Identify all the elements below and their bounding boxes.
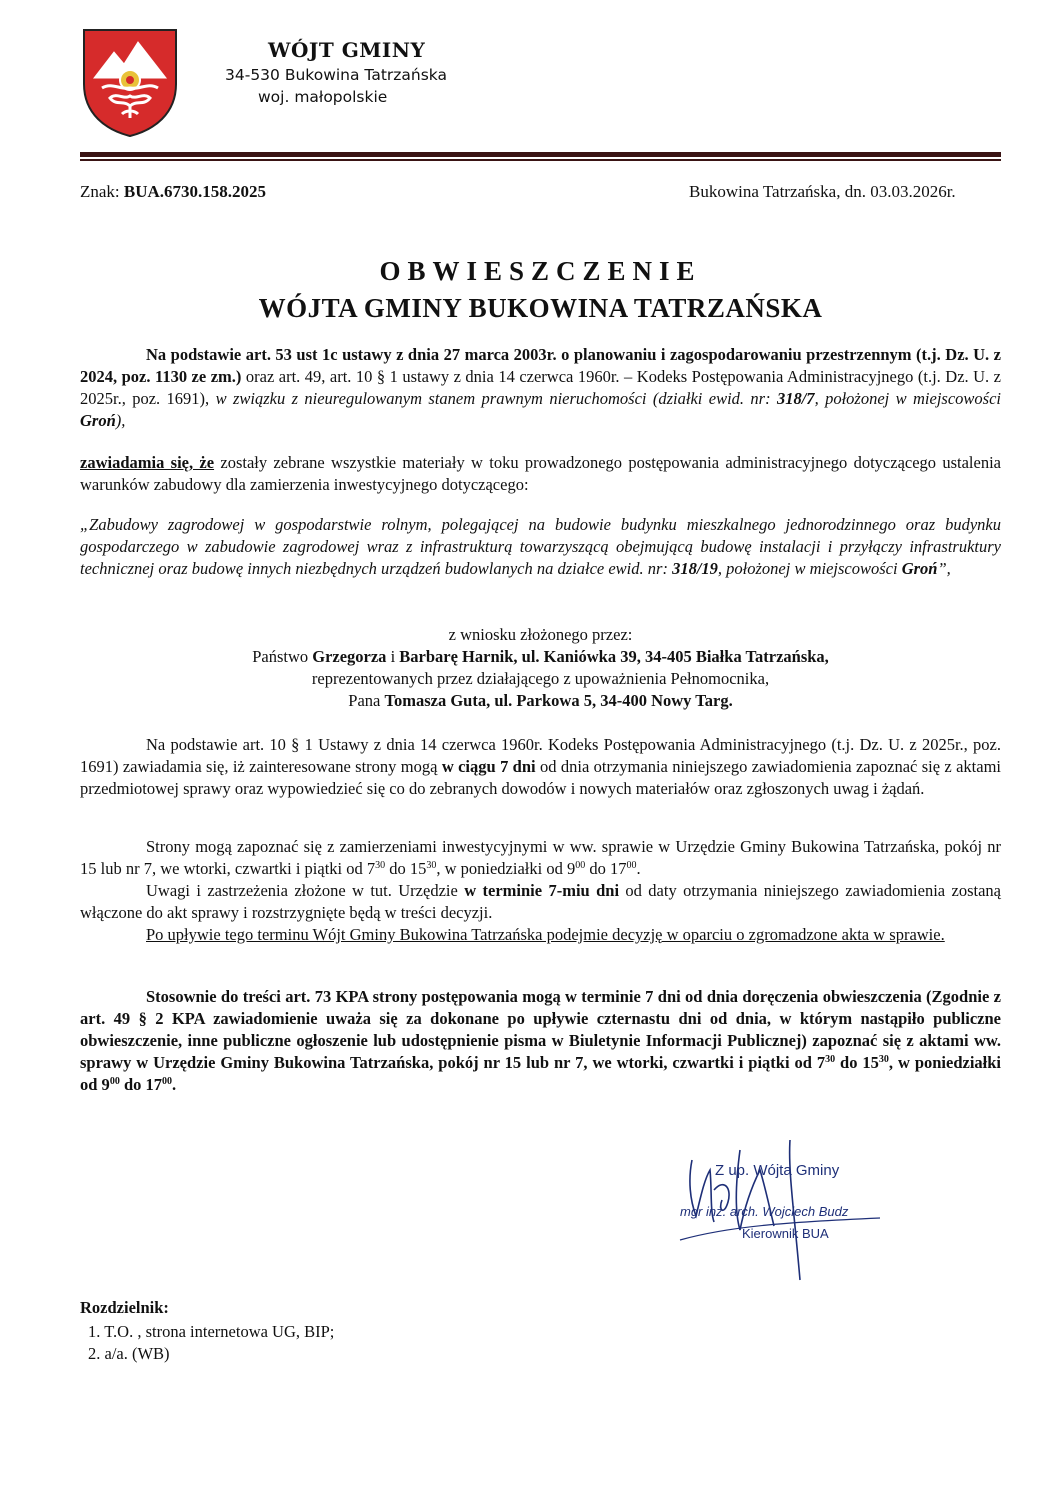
- project-end: ”,: [937, 559, 951, 578]
- time-sup: 00: [575, 860, 586, 871]
- office-title: WÓJT GMINY: [268, 38, 426, 62]
- coat-of-arms-icon: [80, 26, 180, 138]
- office-region: woj. małopolskie: [258, 88, 388, 106]
- after-deadline-paragraph: Po upływie tego terminu Wójt Gminy Bukowina Tatrzańska podejmie decyzję w oparciu o zgromadzone akta w sprawie.: [146, 925, 945, 944]
- distribution-item: 1. T.O. , strona internetowa UG, BIP;: [88, 1322, 335, 1341]
- project-parcel: 318/19: [672, 559, 718, 578]
- remarks-text-a: Uwagi i zastrzeżenia złożone w tut. Urzędzie: [146, 881, 465, 900]
- remarks-paragraph: [80, 880, 1001, 924]
- project-description: [80, 514, 1001, 580]
- signature-line-3: Kierownik BUA: [742, 1226, 829, 1241]
- remarks-text-b: od daty otrzymania niniejszego zawiadomienia zostaną włączone do akt sprawy i rozstrzygnięte będą w treści decyzji.: [80, 881, 1001, 922]
- art73-paragraph: [80, 986, 1001, 1096]
- deadline-bold: w ciągu 7 dni: [441, 757, 536, 776]
- office-text-e: .: [636, 859, 641, 878]
- applicant-name-2: Barbarę Harnik, ul. Kaniówka 39, 34-405 Białka Tatrzańska,: [399, 647, 829, 666]
- office-text-c: , w poniedziałki od 9: [436, 859, 576, 878]
- attorney-name: Tomasza Guta, ul. Parkowa 5, 34-400 Nowy Targ.: [384, 691, 733, 710]
- place-date: Bukowina Tatrzańska, dn. 03.03.2026r.: [689, 182, 956, 201]
- remarks-bold: w terminie 7-miu dni: [464, 881, 620, 900]
- time-sup: 30: [825, 1054, 836, 1065]
- signature-line-1: Z up. Wójta Gminy: [715, 1162, 840, 1179]
- deadline-text-b: od dnia otrzymania niniejszego zawiadomienia zapoznać się z aktami przedmiotowej sprawy oraz wypowiedzieć się co do zebranych dowodów i nowych materiałów oraz zgłoszonych uwag i żądań.: [80, 757, 1002, 798]
- applicant-intro: z wniosku złożonego przez:: [448, 625, 633, 644]
- document-subtitle: WÓJTA GMINY BUKOWINA TATRZAŃSKA: [258, 293, 823, 323]
- office-text-a: Strony mogą zapoznać się z zamierzeniami inwestycyjnymi w ww. sprawie w Urzędzie Gminy Bukowina Tatrzańska, pokój nr 15 lub nr 7, we wtorki, czwartki i piątki od 7: [80, 837, 1001, 878]
- office-text-b: do 15: [385, 859, 427, 878]
- reference-number: [80, 182, 266, 202]
- applicant-conj: i: [386, 647, 400, 666]
- project-text: „Zabudowy zagrodowej w gospodarstwie rolnym, polegającej na budowie budynku mieszkalnego jednorodzinnego oraz budynku gospodarczego w zabudowie zagrodowej wraz z infrastrukturą towarzyszącą obejmującą budowę instalacji i przyłączy infrastruktury technicznej oraz budowę innych niezbędnych urządzeń budowlanych na działce ewid. nr:: [80, 515, 1001, 578]
- header-rule-thin: [80, 159, 1001, 161]
- project-mid: , położonej w miejscowości: [717, 559, 902, 578]
- applicant-prefix: Państwo: [252, 647, 313, 666]
- deadline-paragraph: [80, 734, 1001, 800]
- notice-lead: zawiadamia się, że: [80, 453, 215, 472]
- time-sup: 30: [426, 860, 437, 871]
- art73-text-b: do 15: [835, 1053, 879, 1072]
- signature-stamp: [670, 1130, 900, 1290]
- time-sup: 00: [626, 860, 637, 871]
- time-sup: 00: [109, 1076, 120, 1087]
- office-address: 34-530 Bukowina Tatrzańska: [225, 66, 448, 84]
- document-title: OBWIESZCZENIE: [379, 256, 702, 286]
- deadline-text-a: Na podstawie art. 10 § 1 Ustawy z dnia 14 czerwca 1960r. Kodeks Postępowania Administracyjnego (t.j. Dz. U. z 2025r., poz. 1691) zawiadamia się, iż zainteresowane strony mogą: [80, 735, 1001, 776]
- legal-basis-kpa: oraz art. 49, art. 10 § 1 ustawy z dnia 14 czerwca 1960r. – Kodeks Postępowania Administracyjnego (t.j. Dz. U. z 2025r., poz. 1691),: [80, 367, 1001, 408]
- legal-basis-end: ),: [115, 411, 126, 430]
- notice-paragraph: [80, 452, 1001, 496]
- header-rule: [80, 152, 1001, 157]
- legal-basis-paragraph: [80, 344, 1001, 432]
- attorney-line: [80, 690, 1001, 712]
- legal-basis-note-2: , położonej w miejscowości: [814, 389, 1001, 408]
- reference-label: Znak:: [80, 182, 120, 201]
- art73-text-a: Stosownie do treści art. 73 KPA strony postępowania mogą w terminie 7 dni od dnia doręczenia obwieszczenia (Zgodnie z art. 49 § 2 KPA zawiadomienie uważa się za dokonane po upływie czternastu dni od dnia, w którym nastąpiło publiczne obwieszczenie, inne publiczne ogłoszenie lub udostępnienie pisma w Biuletynie Informacji Publicznej) zapoznać się z aktami ww. sprawy w Urzędzie Gminy Bukowina Tatrzańska, pokój nr 15 lub nr 7, we wtorki, czwartki i piątki od 7: [80, 987, 1001, 1072]
- time-sup: 30: [375, 860, 386, 871]
- attorney-prefix: Pana: [348, 691, 385, 710]
- applicant-names: [80, 646, 1001, 668]
- parcel-number: 318/7: [776, 389, 815, 408]
- signature-line-2: mgr inż. arch. Wojciech Budz: [680, 1204, 849, 1219]
- time-sup: 30: [878, 1054, 889, 1065]
- notice-text: zostały zebrane wszystkie materiały w toku prowadzonego postępowania administracyjnego dotyczącego ustalenia warunków zabudowy dla zamierzenia inwestycyjnego dotyczącego:: [80, 453, 1001, 494]
- applicant-name-1: Grzegorza: [312, 647, 387, 666]
- office-hours-paragraph: [80, 836, 1001, 880]
- art73-text-d: do 17: [119, 1075, 162, 1094]
- legal-basis-note: w związku z nieuregulowanym stanem prawnym nieruchomości (działki ewid. nr:: [215, 389, 777, 408]
- art73-text-c: , w poniedziałki od 9: [80, 1053, 1002, 1094]
- representative-line: reprezentowanych przez działającego z upoważnienia Pełnomocnika,: [311, 669, 770, 688]
- art73-text-e: .: [172, 1075, 177, 1094]
- distribution-title: Rozdzielnik:: [80, 1298, 169, 1317]
- distribution-item: 2. a/a. (WB): [88, 1344, 170, 1363]
- office-text-d: do 17: [585, 859, 627, 878]
- legal-basis-act: Na podstawie art. 53 ust 1c ustawy z dnia 27 marca 2003r. o planowaniu i zagospodarowaniu przestrzennym (t.j. Dz. U. z 2024, poz. 1130 ze zm.): [80, 345, 1001, 386]
- project-locality: Groń: [901, 559, 938, 578]
- time-sup: 00: [162, 1076, 172, 1087]
- locality-name: Groń: [80, 411, 116, 430]
- reference-value: BUA.6730.158.2025: [123, 182, 267, 201]
